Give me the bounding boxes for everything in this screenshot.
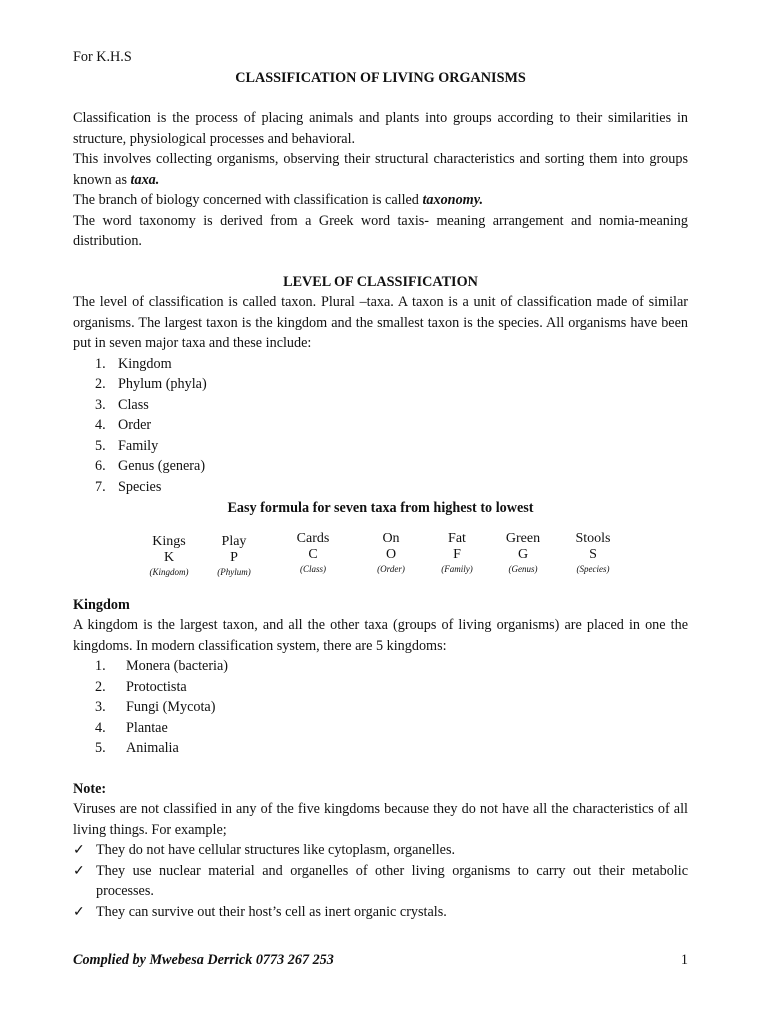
checklist-item: ✓ They do not have cellular structures like cytoplasm, organelles. (73, 840, 688, 861)
kingdoms-list (73, 656, 688, 759)
page-number: 1 (680, 952, 688, 968)
list-item: 1. Monera (bacteria) (95, 658, 229, 674)
list-item: 1. Kingdom (95, 355, 172, 372)
list-item: 7. Species (95, 478, 162, 495)
taxa-list (73, 354, 688, 498)
term-taxa: taxa. (130, 171, 160, 188)
mnemonic-item: Play P (Phylum) (217, 533, 251, 577)
intro-paragraph-4: The word taxonomy is derived from a Greek word taxis- meaning arrangement and nomia-meaning distribution. (73, 212, 688, 249)
list-item: 3. Fungi (Mycota) (95, 699, 216, 715)
check-icon: ✓ (73, 862, 85, 879)
checklist-item: ✓ They can survive out their host’s cell as inert organic crystals. (73, 902, 688, 923)
mnemonic-item: Kings K (Kingdom) (149, 533, 189, 577)
term-taxonomy: taxonomy. (422, 192, 484, 208)
kingdom-heading: Kingdom (73, 596, 130, 613)
checklist-item: ✓ They use nuclear material and organelles of other living organisms to carry out their metabolic processes. (73, 861, 688, 902)
list-item: 6. Genus (genera) (95, 458, 206, 474)
check-icon: ✓ (73, 903, 85, 920)
levels-paragraph: The level of classification is called taxon. Plural –taxa. A taxon is a unit of classification made of similar organisms. The largest taxon is the kingdom and the smallest taxon is the species. All organisms have been put in seven major taxa and these include: (73, 294, 688, 351)
mnemonic-item: On O (Order) (377, 530, 405, 574)
list-item: 4. Plantae (95, 719, 168, 736)
compiled-by: Complied by Mwebesa Derrick 0773 267 253 (73, 952, 334, 968)
document-title: CLASSIFICATION OF LIVING ORGANISMS (235, 69, 526, 86)
list-item: 2. Phylum (phyla) (95, 376, 207, 392)
list-item: 5. Animalia (95, 740, 179, 756)
document-page (73, 47, 688, 922)
mnemonic-item: Cards C (Class) (296, 530, 330, 574)
list-item: 4. Order (95, 417, 152, 433)
page-footer (73, 950, 688, 971)
mnemonic-heading: Easy formula for seven taxa from highest to lowest (227, 500, 534, 516)
list-item: 5. Family (95, 437, 159, 454)
mnemonic-row (138, 531, 688, 595)
school-label: For K.H.S (73, 49, 132, 65)
kingdom-paragraph: A kingdom is the largest taxon, and all the other taxa (groups of living organisms) are placed in one the kingdoms. In modern classification system, there are 5 kingdoms: (73, 617, 688, 654)
intro-paragraph-3: The branch of biology concerned with classification is called taxonomy. (73, 192, 484, 208)
note-paragraph: Viruses are not classified in any of the five kingdoms because they do not have all the characteristics of all living things. For example; (73, 801, 688, 838)
mnemonic-item: Fat F (Family) (441, 530, 473, 574)
note-heading: Note: (73, 780, 107, 797)
mnemonic-item: Stools S (Species) (575, 530, 611, 574)
mnemonic-item: Green G (Genus) (505, 530, 541, 574)
levels-heading: LEVEL OF CLASSIFICATION (283, 273, 478, 290)
intro-paragraph-2: This involves collecting organisms, observing their structural characteristics and sorting them into groups known as taxa. (73, 151, 688, 188)
intro-paragraph-1: Classification is the process of placing animals and plants into groups according to their similarities in structure, physiological processes and behavioral. (73, 110, 688, 147)
list-item: 3. Class (95, 396, 149, 413)
list-item: 2. Protoctista (95, 678, 187, 695)
check-icon: ✓ (73, 842, 85, 858)
